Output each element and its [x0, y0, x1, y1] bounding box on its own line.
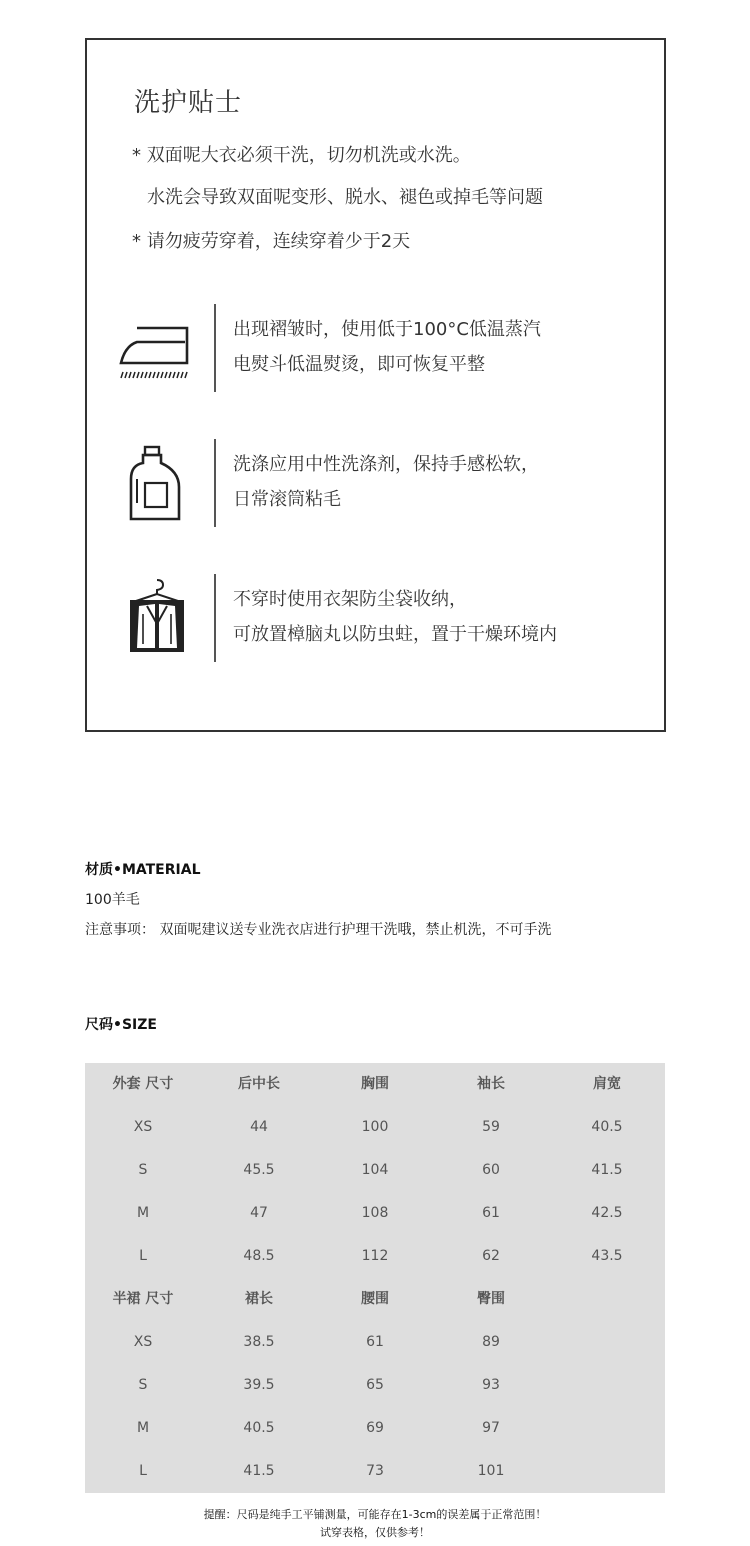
table-cell: 40.5: [591, 1119, 623, 1135]
table-cell: 43.5: [591, 1248, 623, 1264]
table-cell: S: [138, 1377, 148, 1393]
table-cell: 47: [250, 1205, 268, 1221]
table-cell: 100: [361, 1119, 389, 1135]
table-cell: S: [138, 1162, 148, 1178]
table-cell: M: [136, 1420, 150, 1436]
table-header-cell: 胸围: [361, 1076, 389, 1092]
table-header-cell: 外套 尺寸: [112, 1076, 174, 1092]
table-cell: 59: [482, 1119, 500, 1135]
care-tip-storage: [87, 574, 664, 664]
table-cell: 42.5: [591, 1205, 623, 1221]
table-row: [85, 1149, 665, 1192]
table-cell: 69: [366, 1420, 384, 1436]
table-header-cell: 臀围: [477, 1291, 505, 1307]
care-line-wash-warning: 水洗会导致双面呢变形、脱水、褪色或掉毛等问题: [147, 187, 543, 208]
table-header-row: [85, 1278, 665, 1321]
detergent-bottle-icon: [117, 443, 197, 523]
table-row: [85, 1450, 665, 1493]
table-cell: XS: [133, 1334, 153, 1350]
table-cell: 41.5: [243, 1463, 275, 1479]
table-header-cell: 腰围: [361, 1291, 389, 1307]
table-cell: 62: [482, 1248, 500, 1264]
size-footnote-reference: 试穿表格，仅供参考！: [320, 1526, 430, 1539]
material-note: 注意事项： 双面呢建议送专业洗衣店进行护理干洗哦，禁止机洗，不可手洗: [85, 922, 552, 938]
care-tip-storage-line2: 可放置樟脑丸以防虫蛀，置于干燥环境内: [233, 624, 557, 645]
table-cell: 39.5: [243, 1377, 275, 1393]
care-tips-card: [85, 38, 666, 732]
garment-bag-icon: [117, 578, 197, 658]
table-header-cell: 半裙 尺寸: [112, 1291, 174, 1307]
table-cell: 40.5: [243, 1420, 275, 1436]
table-header-cell: 裙长: [245, 1291, 273, 1307]
table-cell: 48.5: [243, 1248, 275, 1264]
table-cell: 101: [477, 1463, 505, 1479]
material-value: 100羊毛: [85, 892, 140, 908]
table-cell: 112: [361, 1248, 389, 1264]
care-tip-detergent: [87, 439, 664, 529]
care-tip-divider: [214, 439, 216, 527]
table-cell: L: [139, 1463, 147, 1479]
care-tip-ironing: [87, 304, 664, 394]
table-row: [85, 1364, 665, 1407]
size-title: 尺码•SIZE: [85, 1017, 157, 1033]
table-cell: 61: [482, 1205, 500, 1221]
table-cell: 65: [366, 1377, 384, 1393]
iron-icon: [117, 308, 197, 388]
care-tip-storage-line1: 不穿时使用衣架防尘袋收纳，: [233, 589, 467, 610]
table-header-cell: 袖长: [477, 1076, 505, 1092]
size-footnote-reminder: 提醒：尺码是纯手工平铺测量，可能存在1-3cm的误差属于正常范围！: [203, 1508, 547, 1521]
table-cell: XS: [133, 1119, 153, 1135]
table-cell: 45.5: [243, 1162, 275, 1178]
table-cell: 44: [250, 1119, 268, 1135]
care-tip-detergent-line2: 日常滚筒粘毛: [233, 489, 341, 510]
table-header-cell: 肩宽: [593, 1076, 621, 1092]
table-cell: M: [136, 1205, 150, 1221]
table-cell: 38.5: [243, 1334, 275, 1350]
table-row: [85, 1106, 665, 1149]
table-cell: 89: [482, 1334, 500, 1350]
care-line-wear-limit: * 请勿疲劳穿着，连续穿着少于2天: [132, 231, 411, 252]
material-title: 材质•MATERIAL: [85, 862, 201, 878]
table-cell: 97: [482, 1420, 500, 1436]
size-table: [85, 1063, 665, 1493]
table-cell: 73: [366, 1463, 384, 1479]
table-cell: L: [139, 1248, 147, 1264]
table-cell: 60: [482, 1162, 500, 1178]
table-cell: 93: [482, 1377, 500, 1393]
care-tip-ironing-line2: 电熨斗低温熨烫，即可恢复平整: [233, 354, 485, 375]
care-tip-ironing-line1: 出现褶皱时，使用低于100°C低温蒸汽: [233, 319, 541, 340]
table-cell: 108: [361, 1205, 389, 1221]
table-row: [85, 1321, 665, 1364]
care-tip-detergent-line1: 洗涤应用中性洗涤剂，保持手感松软，: [233, 454, 539, 475]
table-cell: 41.5: [591, 1162, 623, 1178]
table-cell: 104: [361, 1162, 389, 1178]
table-row: [85, 1407, 665, 1450]
care-tip-divider: [214, 574, 216, 662]
table-header-row: [85, 1063, 665, 1106]
table-row: [85, 1192, 665, 1235]
table-cell: 61: [366, 1334, 384, 1350]
care-title: 洗护贴士: [134, 88, 243, 118]
table-row: [85, 1235, 665, 1278]
table-header-cell: 后中长: [238, 1076, 280, 1092]
care-line-dry-clean: * 双面呢大衣必须干洗，切勿机洗或水洗。: [132, 145, 471, 166]
care-tip-divider: [214, 304, 216, 392]
